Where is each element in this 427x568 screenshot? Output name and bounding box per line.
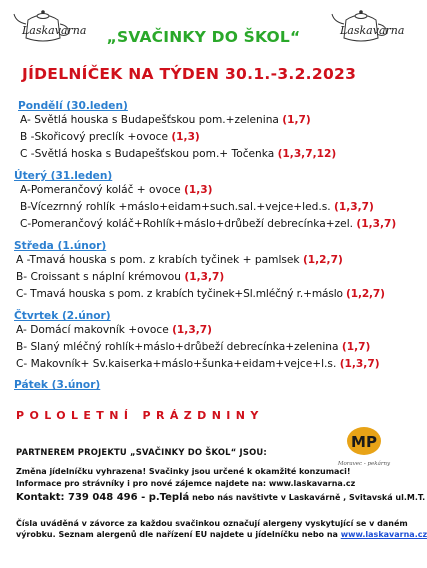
partner-line: PARTNEREM PROJEKTU „SVAČINKY DO ŠKOL“ JSOU: xyxy=(16,447,267,457)
allergen-note-line1: Čísla uváděná v závorce za každou svačinkou označují alergeny vyskytující se v daném xyxy=(16,519,408,528)
contact-line: Kontakt: 739 048 496 - p.Teplá nebo nás navštivte v Laskavárně , Svitavská ul.M.T. xyxy=(16,492,426,503)
day-section-friday xyxy=(14,379,399,391)
day-section-wednesday xyxy=(14,240,399,303)
allergen-codes: (1,3,7) xyxy=(172,324,212,336)
menu-item: C-Pomerančový koláč+Rohlík+máslo+drůbeží debrecínka+zel. (1,3,7) xyxy=(20,218,397,230)
menu-item: B-Vícezrnný rohlík +máslo+eidam+such.sal.+vejce+led.s. (1,3,7) xyxy=(20,201,374,213)
menu-item: B- Slaný mléčný rohlík+máslo+drůbeží debrecínka+zelenina (1,7) xyxy=(16,341,371,353)
menu-item: C- Makovník+ Sv.kaiserka+máslo+šunka+eidam+vejce+l.s. (1,3,7) xyxy=(16,358,380,370)
allergen-codes: (1,2,7) xyxy=(302,254,343,266)
mp-logo-mark: MP xyxy=(351,433,377,451)
allergen-codes: (1,3,7) xyxy=(356,218,397,230)
allergen-codes: (1,3,7) xyxy=(339,358,380,370)
allergen-codes: (1,2,7) xyxy=(346,288,385,300)
allergen-website-link[interactable]: www.laskavarna.cz xyxy=(340,530,427,539)
note-info: Informace pro strávníky i pro nové zájemce najdete na: www.laskavarna.cz xyxy=(16,479,356,488)
day-heading: Pátek (3.únor) xyxy=(14,379,101,391)
menu-item: A- Světlá houska s Budapešťskou pom.+zelenina (1,7) xyxy=(20,114,311,126)
day-section-monday xyxy=(18,100,403,163)
website-link[interactable]: www.laskavarna.cz xyxy=(268,479,356,488)
menu-item: A -Tmavá houska s pom. z krabích tyčinek + pamlsek (1,2,7) xyxy=(16,254,343,266)
allergen-note-line2: výrobku. Seznam alergenů dle nařízení EU najdete u jídelníčku nebo na www.laskavarna.cz xyxy=(16,530,427,539)
allergen-codes: (1,7) xyxy=(282,114,311,126)
allergen-codes: (1,3,7,12) xyxy=(277,148,337,160)
day-heading: Středa (1.únor) xyxy=(14,240,107,252)
menu-item: B- Croissant s náplní krémovou (1,3,7) xyxy=(16,271,225,283)
menu-week-heading: JÍDELNÍČEK NA TÝDEN 30.1.-3.2.2023 xyxy=(22,65,357,83)
allergen-codes: (1,7) xyxy=(341,341,371,353)
holiday-notice: POLOLETNÍ PRÁZDNINY xyxy=(16,409,264,422)
menu-item: B -Skořicový preclík +ovoce (1,3) xyxy=(20,131,200,143)
page-title: „SVAČINKY DO ŠKOL“ xyxy=(106,28,301,46)
menu-item: C -Světlá hoska s Budapešťskou pom.+ Točenka (1,3,7,12) xyxy=(20,148,337,160)
allergen-codes: (1,3,7) xyxy=(333,201,374,213)
menu-item: C- Tmavá houska s pom. z krabích tyčinek+Sl.mléčný r.+máslo (1,2,7) xyxy=(16,288,385,300)
day-section-thursday xyxy=(14,310,399,373)
brand-label-right: Laskavarna xyxy=(340,24,405,37)
allergen-codes: (1,3) xyxy=(184,184,213,196)
mp-logo-caption: Moravec - pekárny xyxy=(337,461,391,467)
day-section-tuesday xyxy=(14,170,399,233)
menu-item: A- Domácí makovník +ovoce (1,3,7) xyxy=(16,324,212,336)
day-heading: Čtvrtek (2.únor) xyxy=(14,310,111,322)
menu-item: A-Pomerančový koláč + ovoce (1,3) xyxy=(20,184,213,196)
note-change-reserved: Změna jídelníčku vyhrazena! Svačinky jsou určené k okamžité konzumaci! xyxy=(16,467,351,476)
allergen-codes: (1,3) xyxy=(171,131,200,143)
allergen-codes: (1,3,7) xyxy=(184,271,225,283)
day-heading: Úterý (31.leden) xyxy=(14,170,113,182)
brand-label-left: Laskavarna xyxy=(22,24,87,37)
moravec-pekarny-logo xyxy=(334,423,394,469)
day-heading: Pondělí (30.leden) xyxy=(18,100,128,112)
